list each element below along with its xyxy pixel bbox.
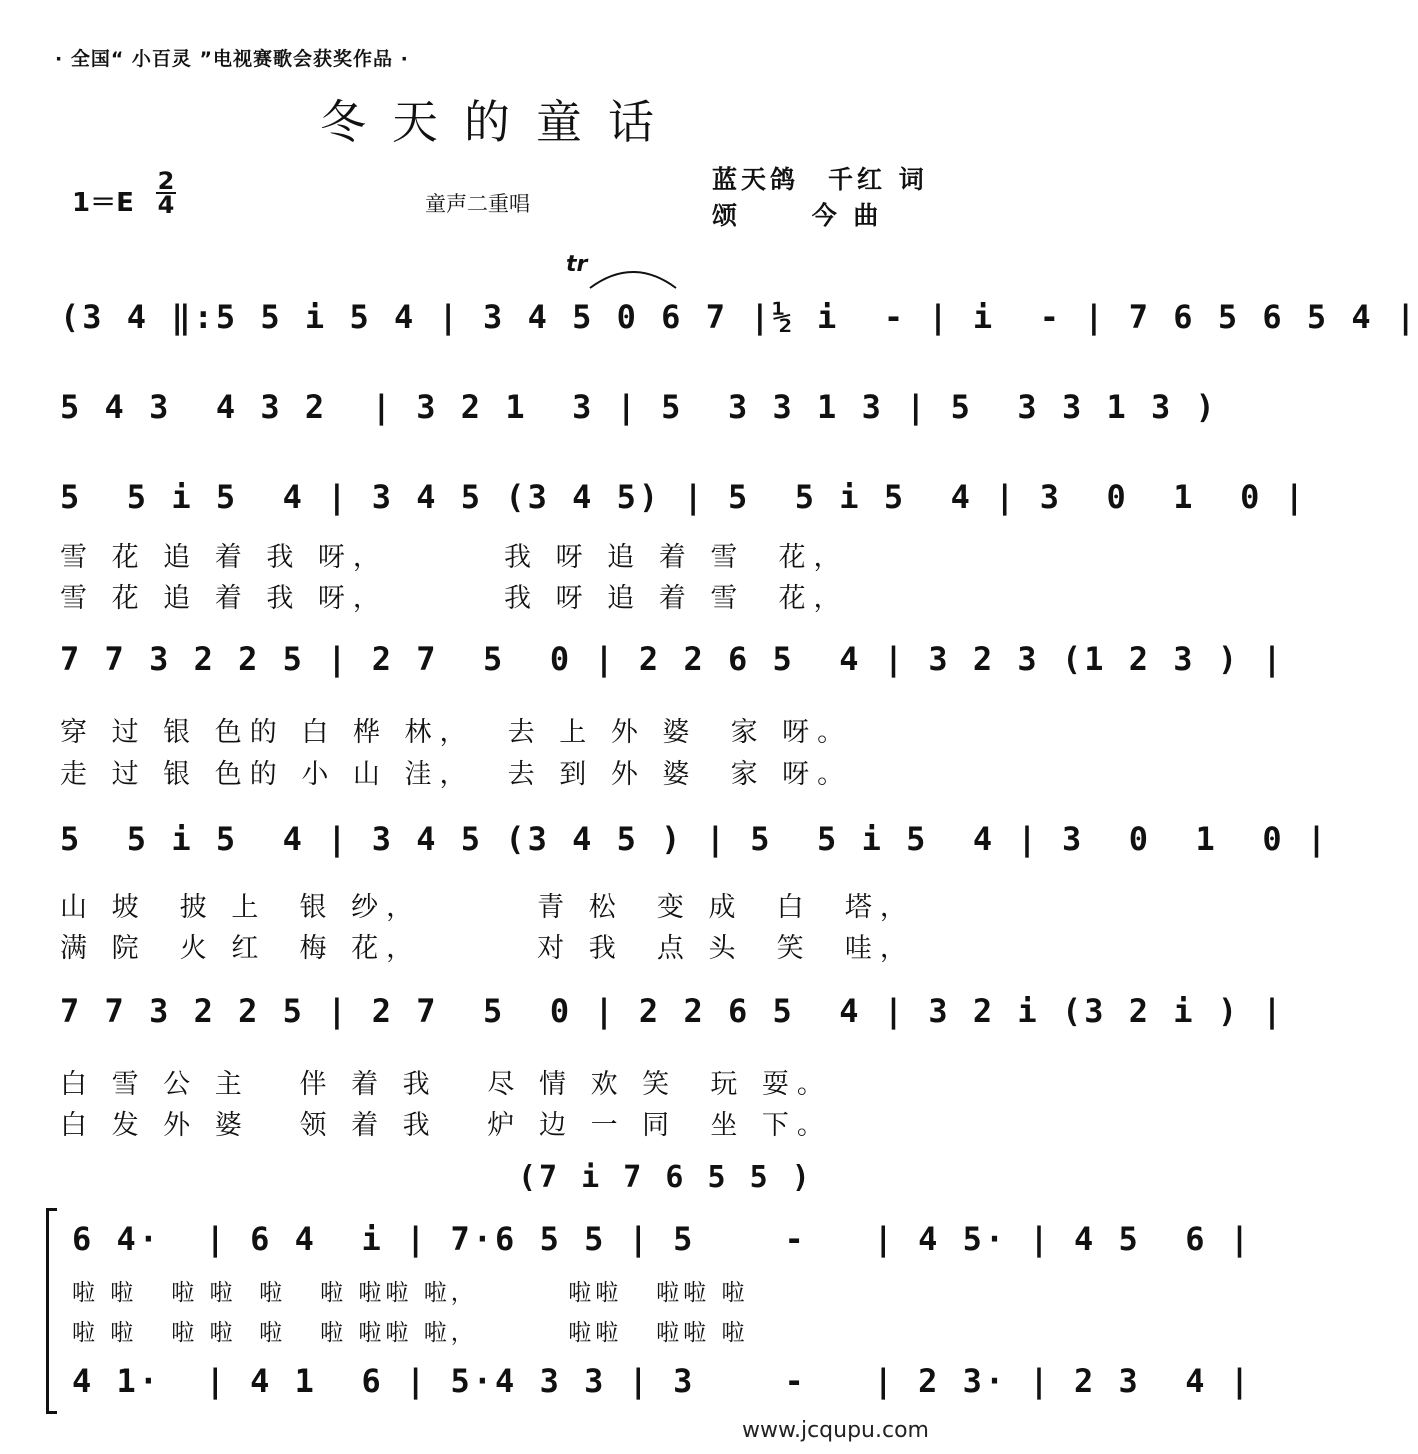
notation-row-1: (3 4 ‖:5 5 i 5 4 | 3 4 5 0 6 7 |½ i - | i - | 7 6 5 6 5 4 | xyxy=(60,298,1418,336)
lyric-line-4: 走 过 银 色的 小 山 洼， 去 到 外 婆 家 呀。 xyxy=(60,759,853,790)
trill-mark: tr xyxy=(566,252,588,277)
time-denominator: 4 xyxy=(157,191,175,219)
key-signature: 1＝E xyxy=(72,188,134,218)
time-signature xyxy=(156,167,176,219)
time-numerator: 2 xyxy=(157,167,175,195)
lyric-line-9: 啦 啦 啦 啦 啦 啦 啦啦 啦， 啦啦 啦啦 啦 xyxy=(72,1280,749,1306)
voice-type: 童声二重唱 xyxy=(425,192,530,216)
lyric-line-5: 山 坡 披 上 银 纱， 青 松 变 成 白 塔， xyxy=(60,892,915,923)
lyric-line-6: 满 院 火 红 梅 花， 对 我 点 头 笑 哇， xyxy=(60,933,915,964)
collection-header: · 全国“ 小百灵 ”电视赛歌会获奖作品 · xyxy=(55,48,409,70)
song-title: 冬天的童话 xyxy=(320,95,680,149)
notation-row-4: 7 7 3 2 2 5 | 2 7 5 0 | 2 2 6 5 4 | 3 2 3 (1 2 3 ) | xyxy=(60,640,1285,678)
notation-row-3: 5 5 i 5 4 | 3 4 5 (3 4 5) | 5 5 i 5 4 | 3 0 1 0 | xyxy=(60,478,1307,516)
notation-row-2: 5 4 3 4 3 2 | 3 2 1 3 | 5 3 3 1 3 | 5 3 3 1 3 ) xyxy=(60,388,1218,426)
trill-slur xyxy=(588,262,678,292)
system-bracket xyxy=(46,1208,57,1414)
site-watermark: www.jcqupu.com xyxy=(742,1418,929,1443)
lyric-line-2: 雪 花 追 着 我 呀， 我 呀 追 着 雪 花， xyxy=(60,583,849,614)
lyricist-credit: 蓝天鸽 千红 词 xyxy=(712,165,928,194)
lyric-line-1: 雪 花 追 着 我 呀， 我 呀 追 着 雪 花， xyxy=(60,542,849,573)
notation-row-8: 4 1· | 4 1 6 | 5·4 3 3 | 3 - | 2 3· | 2 3 4 | xyxy=(72,1362,1253,1400)
lyric-line-3: 穿 过 银 色的 白 桦 林， 去 上 外 婆 家 呀。 xyxy=(60,717,853,748)
lyric-line-10: 啦 啦 啦 啦 啦 啦 啦啦 啦， 啦啦 啦啦 啦 xyxy=(72,1320,749,1346)
notation-row-7: 6 4· | 6 4 i | 7·6 5 5 | 5 - | 4 5· | 4 5 6 | xyxy=(72,1220,1253,1258)
lyric-line-8: 白 发 外 婆 领 着 我 炉 边 一 同 坐 下。 xyxy=(60,1110,832,1141)
notation-row-5: 5 5 i 5 4 | 3 4 5 (3 4 5 ) | 5 5 i 5 4 | 3 0 1 0 | xyxy=(60,820,1330,858)
duplet-passage: (7 i 7 6 5 5 ) xyxy=(518,1160,813,1195)
notation-row-6: 7 7 3 2 2 5 | 2 7 5 0 | 2 2 6 5 4 | 3 2 i (3 2 i ) | xyxy=(60,992,1285,1030)
composer-credit: 颂 今 曲 xyxy=(712,201,883,230)
lyric-line-7: 白 雪 公 主 伴 着 我 尽 情 欢 笑 玩 耍。 xyxy=(60,1069,832,1100)
